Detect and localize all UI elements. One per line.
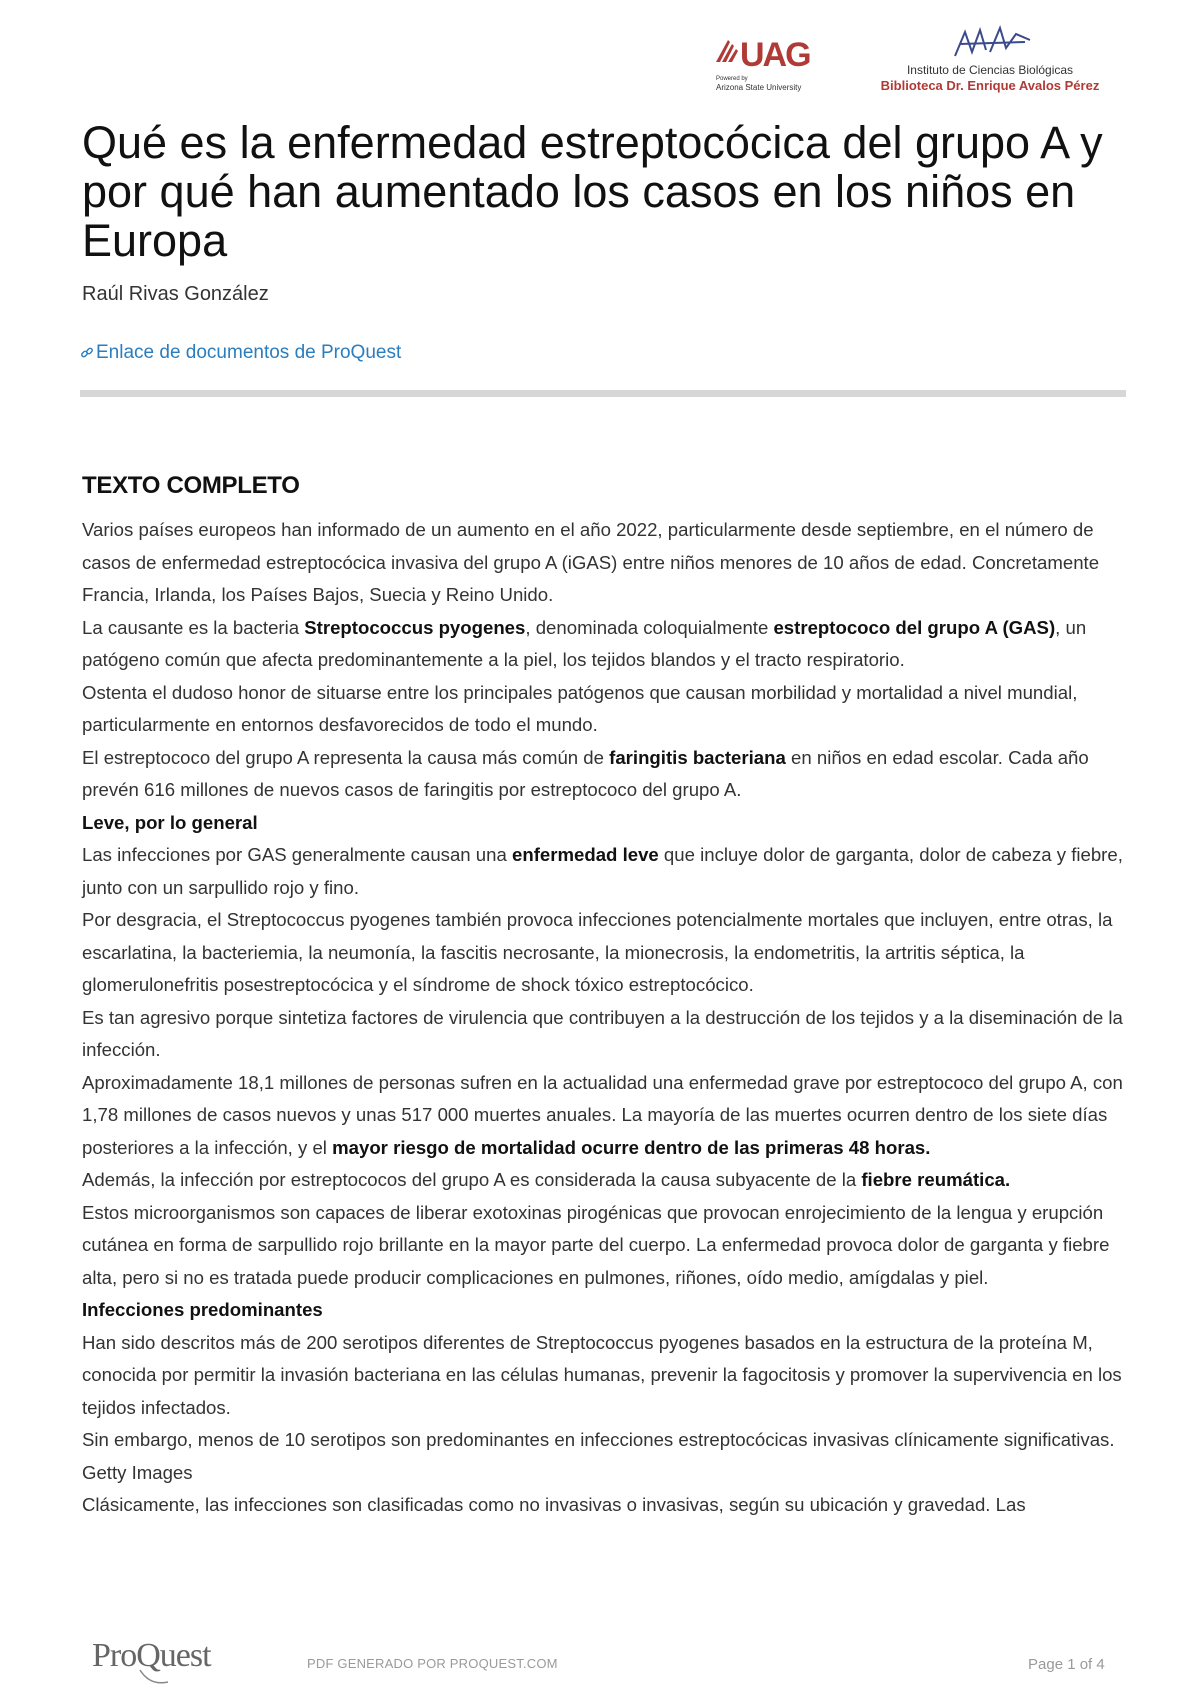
paragraph: Las infecciones por GAS generalmente causan una enfermedad leve que incluye dolor de garganta, dolor de cabeza y fiebre, junto con un sarpullido rojo y fino. [82,844,1123,898]
paragraph: Estos microorganismos son capaces de liberar exotoxinas pirogénicas que provocan enrojecimiento de la lengua y erupción cutánea en forma de sarpullido rojo brillante en la mayor parte del cuerpo. La enfermedad provoca dolor de garganta y fiebre alta, pero si no es tratada puede producir complicaciones en pulmones, riñones, oído medio, amígdalas y piel. [82,1201,1110,1288]
paragraph: La causante es la bacteria Streptococcus pyogenes, denominada coloquialmente estreptococo del grupo A (GAS), un patógeno común que afecta predominantemente a la piel, los tejidos blandos y el tracto respiratorio. [82,616,1087,670]
uag-logo [712,22,832,100]
bold-term: enfermedad leve [512,844,659,865]
icb-line1: Instituto de Ciencias Biológicas [906,63,1074,77]
proquest-link-label[interactable]: Enlace de documentos de ProQuest [96,342,402,363]
link-icon [80,346,94,360]
uag-powered-by: Powered by [716,76,748,82]
paragraph: Han sido descritos más de 200 serotipos diferentes de Streptococcus pyogenes basados en la estructura de la proteína M, conocida por permitir la invasión bacteriana en las células humanas, prevenir la fagocitosis y promover la supervivencia en los tejidos infectados. [82,1331,1122,1418]
uag-asu: Arizona State University [716,83,802,92]
article-body [82,514,1128,1522]
paragraph: Aproximadamente 18,1 millones de personas sufren en la actualidad una enfermedad grave por estreptococo del grupo A, con 1,78 millones de casos nuevos y unas 517 000 muertes anuales. La mayoría de las muertes ocurren dentro de los siete días posteriores a la infección, y el mayor riesgo de mortalidad ocurre dentro de las primeras 48 horas. [82,1071,1123,1158]
paragraph: Varios países europeos han informado de un aumento en el año 2022, particularmente desde septiembre, en el número de casos de enfermedad estreptocócica invasiva del grupo A (iGAS) entre niños menores de 10 años de edad. Concretamente Francia, Irlanda, los Países Bajos, Suecia y Reino Unido. [82,519,1100,605]
header-logos [712,20,1120,100]
page-number: Page 1 of 4 [1028,1656,1105,1673]
paragraph: Es tan agresivo porque sintetiza factores de virulencia que contribuyen a la destrucción de los tejidos y a la diseminación de la infección. [82,1006,1123,1060]
subheading: Leve, por lo general [82,811,258,833]
paragraph: Clásicamente, las infecciones son clasificadas como no invasivas o invasivas, según su ubicación y gravedad. Las [82,1494,1026,1515]
image-credit: Getty Images [82,1461,193,1483]
paragraph: Por desgracia, el Streptococcus pyogenes también provoca infecciones potencialmente mortales que incluyen, entre otras, la escarlatina, la bacteriemia, la neumonía, la fascitis necrosante, la mionecrosis, la endometritis, la artritis séptica, la glomerulonefritis posestreptocócica y el síndrome de shock tóxico estreptocócico. [82,909,1113,995]
icb-emblem [955,28,1030,56]
icb-line2: Biblioteca Dr. Enrique Avalos Pérez [880,78,1100,93]
paragraph: Ostenta el dudoso honor de situarse entre los principales patógenos que causan morbilidad y mortalidad a nivel mundial, particularmente en entornos desfavorecidos de todo el mundo. [82,681,1078,735]
paragraph: El estreptococo del grupo A representa la causa más común de faringitis bacteriana en niños en edad escolar. Cada año prevén 616 millones de nuevos casos de faringitis por estreptococo del grupo A. [82,746,1089,800]
uag-wordmark: UAG [740,36,810,74]
paragraph: Sin embargo, menos de 10 serotipos son predominantes en infecciones estreptocócicas invasivas clínicamente significativas. [82,1429,1115,1450]
icb-logo [860,20,1120,100]
bold-term: faringitis bacteriana [609,746,786,768]
proquest-document-link[interactable] [80,342,401,364]
proquest-wordmark: ProQuest [92,1637,211,1674]
section-heading: TEXTO COMPLETO [82,472,300,499]
bold-term: mayor riesgo de mortalidad ocurre dentro de las primeras 48 horas. [332,1136,931,1158]
footer-generated: PDF GENERADO POR PROQUEST.COM [307,1656,558,1671]
proquest-logo [88,1630,248,1690]
subheading: Infecciones predominantes [82,1299,323,1320]
bold-term: estreptococo del grupo A (GAS) [773,616,1056,638]
article-author: Raúl Rivas González [82,283,269,305]
article-title: Qué es la enfermedad estreptocócica del grupo A y por qué han aumentado los casos en los niños en Europa [82,117,1103,266]
bold-term: Streptococcus pyogenes [304,616,526,638]
paragraph: Además, la infección por estreptococos del grupo A es considerada la causa subyacente de la fiebre reumática. [82,1169,1011,1190]
bold-term: fiebre reumática. [861,1169,1011,1190]
header-divider [80,390,1126,397]
